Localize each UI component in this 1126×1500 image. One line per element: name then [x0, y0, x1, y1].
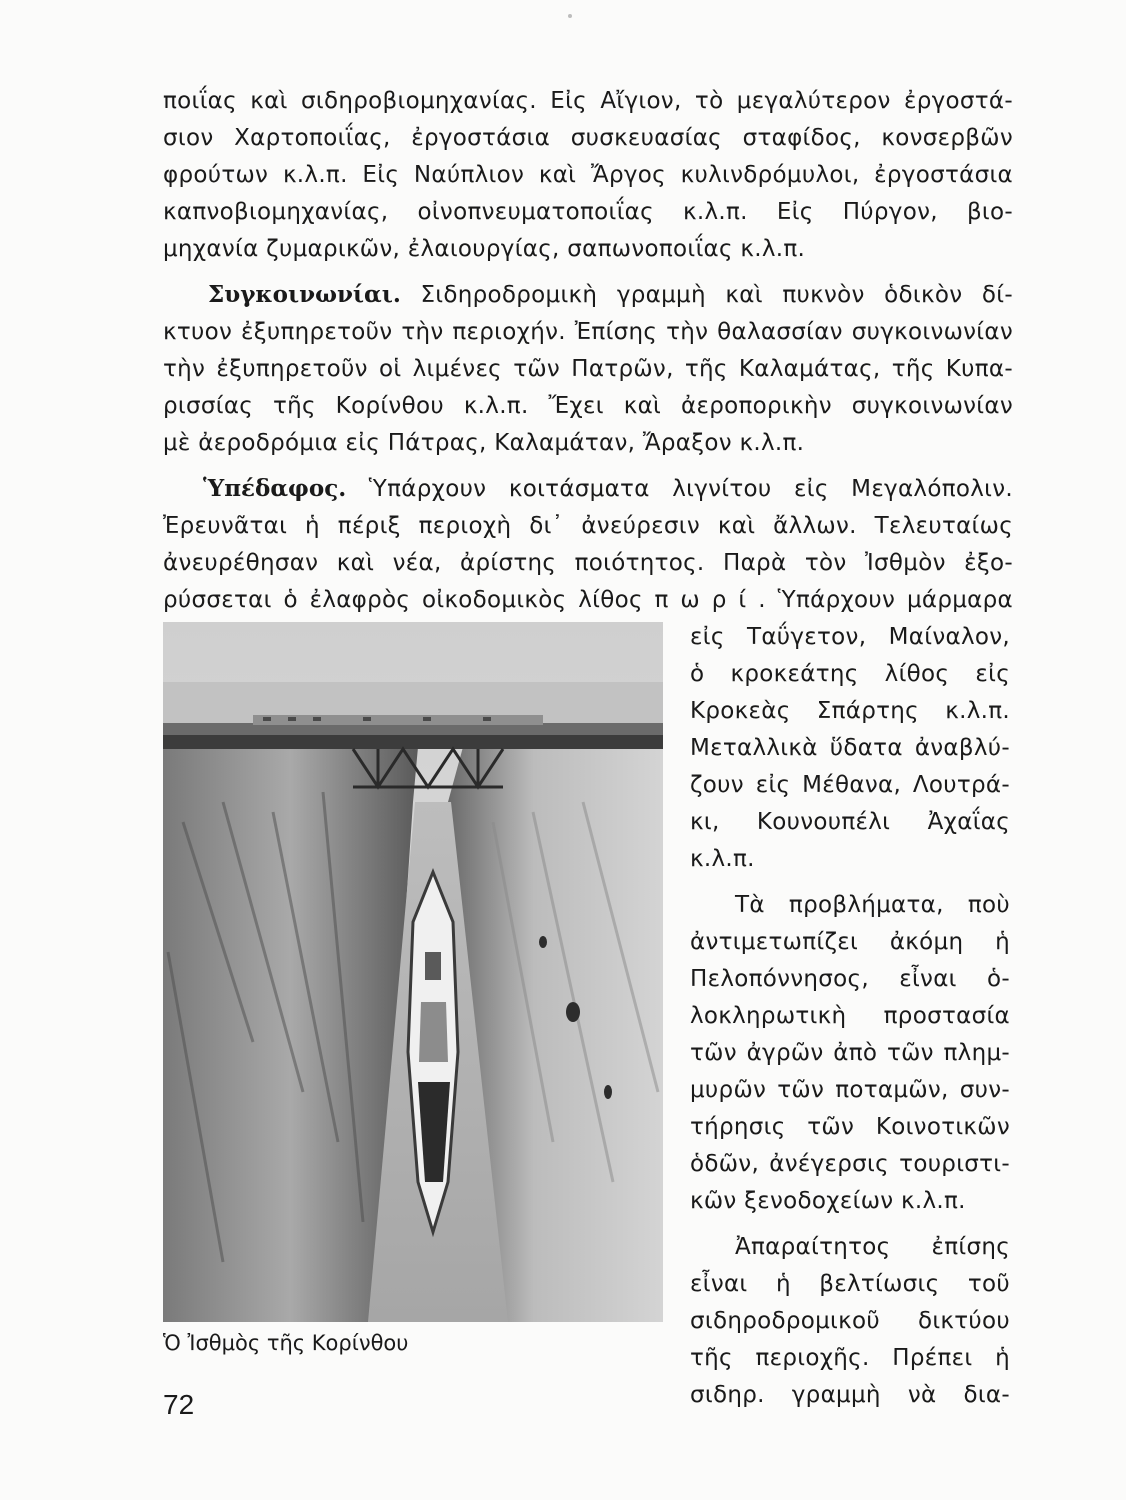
text-line: ἀντιμετωπίζει ἀκόμη ἡ: [690, 929, 1010, 955]
text-line: καπνοβιομηχανίας, οἰνοπνευματοποιΐας κ.λ.π. Εἰς Πύργον, βιο-: [163, 199, 1013, 225]
text-fragment: Ὑπάρχουν κοιτάσματα λιγνίτου εἰς Μεγαλόπολιν.: [346, 476, 1013, 502]
text-line: κ.λ.π.: [690, 846, 755, 872]
text-line: εἶναι ἡ βελτίωσις τοῦ: [690, 1271, 1010, 1297]
text-line: κτυον ἐξυπηρετοῦν τὴν περιοχήν. Ἐπίσης τὴν θαλασσίαν συγκοινωνίαν: [163, 319, 1013, 345]
text-line: σιδηρ. γραμμὴ νὰ δια-: [690, 1382, 1010, 1408]
text-line: μὲ ἀεροδρόμια εἰς Πάτρας, Καλαμάταν, Ἄραξον κ.λ.π.: [163, 430, 805, 456]
text-line: ὁ κροκεάτης λίθος εἰς: [690, 661, 1010, 687]
communications-first-line: [208, 280, 1013, 310]
section-heading-communications: Συγκοινωνίαι.: [208, 281, 401, 308]
text-line: τήρησις τῶν Κοινοτικῶν: [690, 1114, 1010, 1140]
text-line: τῶν ἀγρῶν ἀπὸ τῶν πλημ-: [690, 1040, 1010, 1066]
text-line: ποιΐας καὶ σιδηροβιομηχανίας. Εἰς Αἴγιον, τὸ μεγαλύτερον ἐργοστά-: [163, 88, 1013, 114]
text-line: ρισσίας τῆς Κορίνθου κ.λ.π. Ἔχει καὶ ἀεροπορικὴν συγκοινωνίαν: [163, 393, 1013, 419]
text-fragment: Σιδηροδρομικὴ γραμμὴ καὶ πυκνὸν ὁδικὸν δί-: [400, 282, 1013, 308]
text-line: σιδηροδρομικοῦ δικτύου: [690, 1308, 1010, 1334]
text-line: ἀνευρέθησαν καὶ νέα, ἀρίστης ποιότητος. Παρὰ τὸν Ἰσθμὸν ἐξο-: [163, 550, 1013, 576]
text-line: Μεταλλικὰ ὕδατα ἀναβλύ-: [690, 735, 1010, 761]
text-line: εἰς Ταΰγετον, Μαίναλον,: [690, 624, 1010, 650]
page-number: 72: [163, 1389, 195, 1420]
text-line: μηχανία ζυμαρικῶν, ἐλαιουργίας, σαπωνοποιΐας κ.λ.π.: [163, 236, 806, 262]
text-line: Τὰ προβλήματα, ποὺ: [735, 892, 1010, 918]
text-line: ὁδῶν, ἀνέγερσις τουριστι-: [690, 1151, 1010, 1177]
text-line: λοκληρωτικὴ προστασία: [690, 1003, 1010, 1029]
text-line: ζουν εἰς Μέθανα, Λουτρά-: [690, 772, 1010, 798]
photo-caption: Ὁ Ἰσθμὸς τῆς Κορίνθου: [163, 1331, 409, 1355]
text-line: κι, Κουνουπέλι Ἀχαΐας: [690, 809, 1010, 835]
photo-illustration: [163, 622, 663, 1322]
text-line: Ἀπαραίτητος ἐπίσης: [735, 1234, 1010, 1260]
text-line: σιον Χαρτοποιΐας, ἐργοστάσια συσκευασίας σταφίδος, κονσερβῶν: [163, 125, 1013, 151]
corinth-canal-photo: [163, 622, 663, 1322]
text-line: φρούτων κ.λ.π. Εἰς Ναύπλιον καὶ Ἄργος κυλινδρόμυλοι, ἐργοστάσια: [163, 162, 1013, 188]
text-line: Πελοπόννησος, εἶναι ὁ-: [690, 966, 1010, 992]
speck: [568, 14, 572, 18]
text-line: Ἐρευνᾶται ἡ πέριξ περιοχὴ δι᾽ ἀνεύρεσιν καὶ ἄλλων. Τελευταίως: [163, 513, 1013, 539]
text-line: μυρῶν τῶν ποταμῶν, συν-: [690, 1077, 1010, 1103]
text-line: τῆς περιοχῆς. Πρέπει ἡ: [690, 1345, 1010, 1371]
subsoil-first-line: [203, 474, 1013, 504]
text-line: ρύσσεται ὁ ἐλαφρὸς οἰκοδομικὸς λίθος π ω ρ ί . Ὑπάρχουν μάρμαρα: [163, 587, 1013, 613]
text-line: Κροκεὰς Σπάρτης κ.λ.π.: [690, 698, 1010, 724]
section-heading-subsoil: Ὑπέδαφος.: [203, 475, 347, 502]
text-line: κῶν ξενοδοχείων κ.λ.π.: [690, 1188, 966, 1214]
text-line: τὴν ἐξυπηρετοῦν οἱ λιμένες τῶν Πατρῶν, τῆς Καλαμάτας, τῆς Κυπα-: [163, 356, 1013, 382]
